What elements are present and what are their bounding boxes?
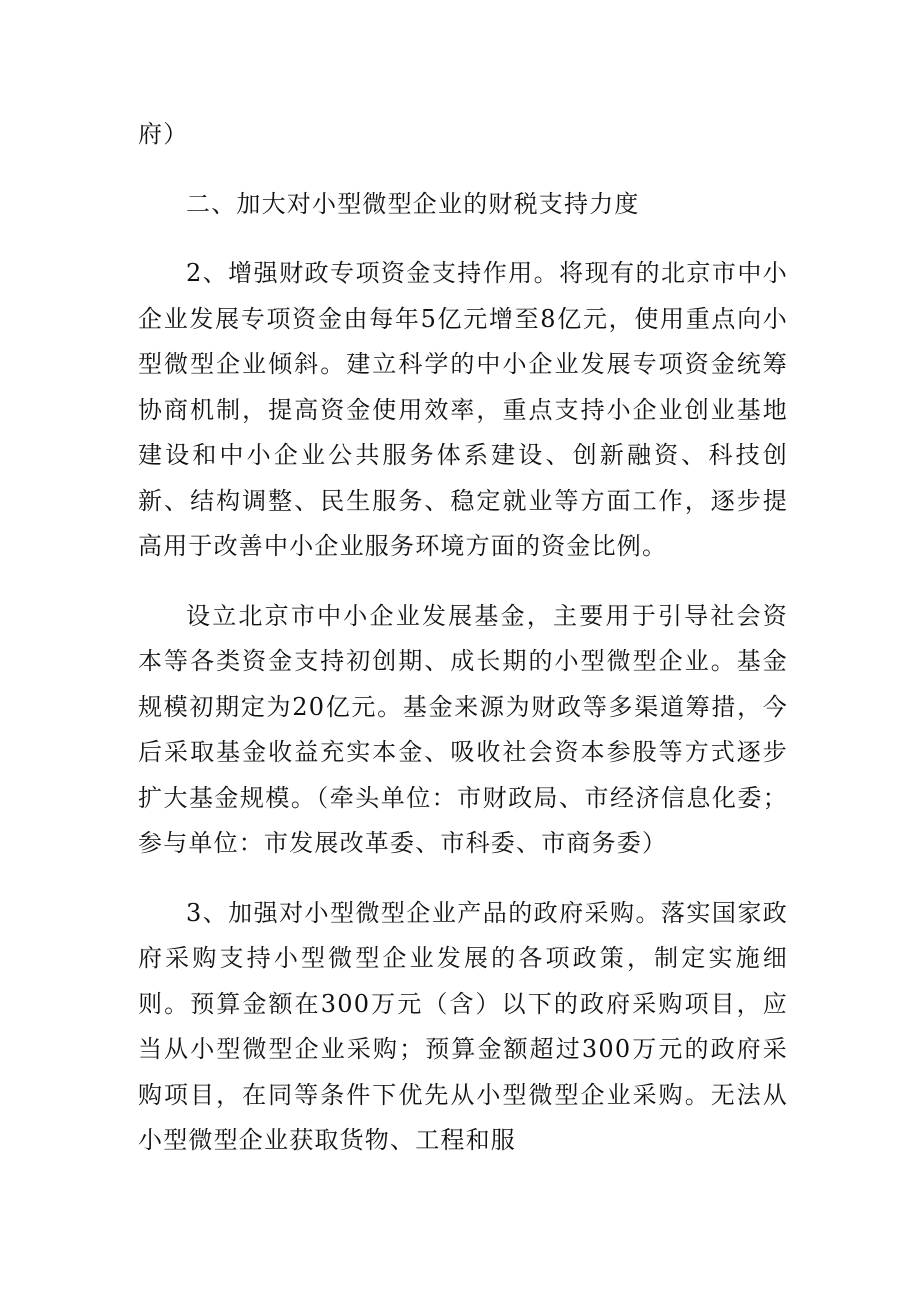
- paragraph-item-2: 2、增强财政专项资金支持作用。将现有的北京市中小企业发展专项资金由每年5亿元增至8亿元，使用重点向小型微型企业倾斜。建立科学的中小企业发展专项资金统筹协商机制，提高资金使用效率，重点支持小企业创业基地建设和中小企业公共服务体系建设、创新融资、科技创新、结构调整、民生服务、稳定就业等方面工作，逐步提高用于改善中小企业服务环境方面的资金比例。: [138, 259, 788, 560]
- document-body: [138, 112, 788, 1164]
- paragraph-item-3: 3、加强对小型微型企业产品的政府采购。落实国家政府采购支持小型微型企业发展的各项政策，制定实施细则。预算金额在300万元（含）以下的政府采购项目，应当从小型微型企业采购；预算金额超过300万元的政府采购项目，在同等条件下优先从小型微型企业采购。无法从小型微型企业获取货物、工程和服: [138, 898, 788, 1154]
- paragraph-continuation: 府）: [138, 120, 189, 148]
- paragraph-fund: 设立北京市中小企业发展基金，主要用于引导社会资本等各类资金支持初创期、成长期的小型微型企业。基金规模初期定为20亿元。基金来源为财政等多渠道筹措，今后采取基金收益充实本金、吸收社会资本参股等方式逐步扩大基金规模。（牵头单位：市财政局、市经济信息化委；参与单位：市发展改革委、市科委、市商务委）: [138, 601, 788, 857]
- section-heading: 二、加大对小型微型企业的财税支持力度: [186, 189, 640, 218]
